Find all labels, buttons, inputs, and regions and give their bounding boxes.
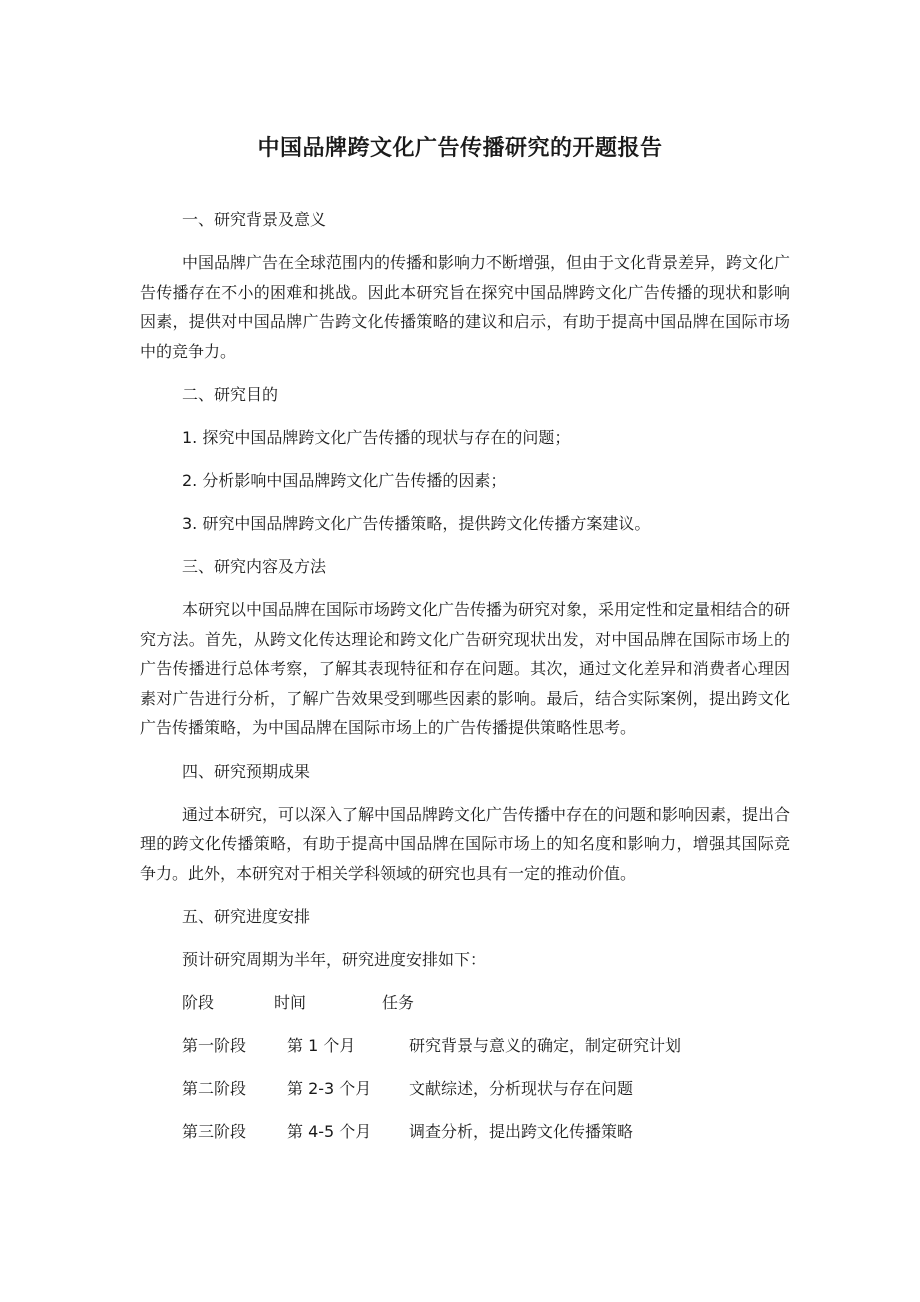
table-cell: 第 1 个月 bbox=[287, 1036, 356, 1055]
paragraph-content-methods: 本研究以中国品牌在国际市场跨文化广告传播为研究对象，采用定性和定量相结合的研究方法。首先，从跨文化传达理论和跨文化广告研究现状出发，对中国品牌在国际市场上的广告传播进行总体考察，了解其表现特征和存在问题。其次，通过文化差异和消费者心理因素对广告进行分析，了解广告效果受到哪些因素的影响。最后，结合实际案例，提出跨文化广告传播策略，为中国品牌在国际市场上的广告传播提供策略性思考。 bbox=[140, 600, 791, 737]
table-row bbox=[182, 1031, 790, 1061]
table-cell: 第三阶段 bbox=[182, 1122, 247, 1141]
list-item: 3. 研究中国品牌跨文化广告传播策略，提供跨文化传播方案建议。 bbox=[182, 514, 651, 533]
table-row bbox=[182, 1117, 790, 1147]
section-heading-content-methods: 三、研究内容及方法 bbox=[182, 557, 327, 576]
schedule-table-header bbox=[182, 988, 790, 1018]
document-body bbox=[140, 205, 790, 1147]
table-cell: 第二阶段 bbox=[182, 1079, 247, 1098]
list-item: 1. 探究中国品牌跨文化广告传播的现状与存在的问题； bbox=[182, 428, 571, 447]
table-cell: 第 2-3 个月 bbox=[287, 1079, 372, 1098]
table-cell: 调查分析，提出跨文化传播策略 bbox=[409, 1122, 634, 1141]
table-cell: 第 4-5 个月 bbox=[287, 1122, 372, 1141]
section-heading-objectives: 二、研究目的 bbox=[182, 385, 279, 404]
schedule-intro: 预计研究周期为半年，研究进度安排如下： bbox=[182, 950, 487, 969]
table-cell: 文献综述，分析现状与存在问题 bbox=[409, 1079, 634, 1098]
paragraph-expected-results: 通过本研究，可以深入了解中国品牌跨文化广告传播中存在的问题和影响因素，提出合理的跨文化传播策略，有助于提高中国品牌在国际市场上的知名度和影响力，增强其国际竞争力。此外，本研究对于相关学科领域的研究也具有一定的推动价值。 bbox=[140, 804, 791, 883]
list-item: 2. 分析影响中国品牌跨文化广告传播的因素； bbox=[182, 471, 507, 490]
table-header-cell: 阶段 bbox=[182, 993, 215, 1012]
table-row bbox=[182, 1074, 790, 1104]
section-heading-background: 一、研究背景及意义 bbox=[182, 210, 327, 229]
section-heading-schedule: 五、研究进度安排 bbox=[182, 907, 311, 926]
section-heading-expected-results: 四、研究预期成果 bbox=[182, 761, 311, 781]
paragraph-background: 中国品牌广告在全球范围内的传播和影响力不断增强，但由于文化背景差异，跨文化广告传播存在不小的困难和挑战。因此本研究旨在探究中国品牌跨文化广告传播的现状和影响因素，提供对中国品牌广告跨文化传播策略的建议和启示，有助于提高中国品牌在国际市场中的竞争力。 bbox=[140, 253, 791, 361]
table-cell: 研究背景与意义的确定，制定研究计划 bbox=[409, 1036, 682, 1055]
table-cell: 第一阶段 bbox=[182, 1036, 247, 1055]
table-header-cell: 任务 bbox=[382, 993, 415, 1012]
table-header-cell: 时间 bbox=[274, 993, 307, 1012]
document-title: 中国品牌跨文化广告传播研究的开题报告 bbox=[257, 136, 663, 161]
